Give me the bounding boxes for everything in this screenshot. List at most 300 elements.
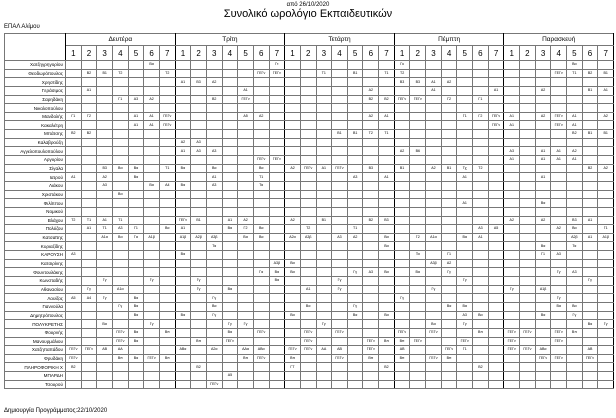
class-slot (66, 207, 82, 216)
class-slot: Γα (253, 268, 269, 277)
class-slot: ΓΕΓν (363, 346, 379, 355)
class-slot (112, 156, 128, 165)
class-slot (598, 346, 614, 355)
class-slot (81, 251, 97, 260)
class-slot (441, 199, 457, 208)
class-slot: Β3 (410, 78, 426, 87)
class-slot (567, 380, 583, 389)
class-slot (567, 337, 583, 346)
class-slot (379, 251, 395, 260)
class-slot (520, 251, 536, 260)
class-slot: Α3 (473, 225, 489, 234)
class-slot: ΓΕΓν (457, 337, 473, 346)
class-slot (300, 190, 316, 199)
class-slot (253, 190, 269, 199)
class-slot (520, 61, 536, 70)
teacher-row (5, 346, 614, 355)
class-slot (191, 173, 207, 182)
class-slot (394, 181, 410, 190)
class-slot: Α1 (488, 86, 504, 95)
class-slot (222, 86, 238, 95)
class-slot (394, 138, 410, 147)
teacher-row (5, 69, 614, 78)
class-slot (520, 285, 536, 294)
class-slot (347, 380, 363, 389)
class-slot (144, 207, 160, 216)
class-slot (379, 380, 395, 389)
class-slot (222, 112, 238, 121)
class-slot: Βα (206, 164, 222, 173)
class-slot: ΓΕΓν (426, 354, 442, 363)
class-slot (269, 311, 285, 320)
class-slot (238, 121, 254, 130)
class-slot: Βα (567, 61, 583, 70)
class-slot (285, 112, 301, 121)
teacher-row (5, 86, 614, 95)
class-slot: ΓΕΓν (159, 112, 175, 121)
class-slot (426, 199, 442, 208)
class-slot (347, 354, 363, 363)
class-slot (300, 121, 316, 130)
class-slot (159, 86, 175, 95)
class-slot: Γ1 (598, 225, 614, 234)
class-slot (535, 363, 551, 372)
teacher-name: Μπάτσης (5, 130, 66, 139)
class-slot (520, 147, 536, 156)
class-slot (582, 173, 598, 182)
class-slot (112, 372, 128, 381)
class-slot (253, 302, 269, 311)
period-header: 4 (112, 46, 128, 61)
class-slot: Βα (175, 311, 191, 320)
class-slot (426, 173, 442, 182)
class-slot (347, 138, 363, 147)
class-slot (175, 354, 191, 363)
class-slot (269, 233, 285, 242)
class-slot (394, 216, 410, 225)
class-slot (269, 354, 285, 363)
teacher-name: Αθανασίου (5, 285, 66, 294)
class-slot (441, 294, 457, 303)
class-slot (473, 216, 489, 225)
teacher-name: Πολύζου (5, 225, 66, 234)
class-slot: Α1 (582, 233, 598, 242)
class-slot (253, 95, 269, 104)
class-slot (457, 268, 473, 277)
period-header: 4 (222, 46, 238, 61)
class-slot: ΓΕΓν (488, 112, 504, 121)
teacher-row (5, 181, 614, 190)
class-slot (457, 156, 473, 165)
class-slot (582, 121, 598, 130)
class-slot (410, 242, 426, 251)
class-slot: Γγ (394, 294, 410, 303)
class-slot (66, 78, 82, 87)
class-slot: ΓΕΓν (582, 354, 598, 363)
class-slot (97, 147, 113, 156)
class-slot (347, 104, 363, 113)
class-slot (426, 302, 442, 311)
class-slot: ΓΕΓν (551, 354, 567, 363)
class-slot (285, 86, 301, 95)
class-slot: Βα (457, 233, 473, 242)
period-header: 5 (128, 46, 144, 61)
class-slot: Τ1 (379, 69, 395, 78)
class-slot (81, 372, 97, 381)
class-slot (144, 285, 160, 294)
class-slot (457, 363, 473, 372)
class-slot (535, 121, 551, 130)
class-slot: Βπ (285, 354, 301, 363)
class-slot (504, 380, 520, 389)
class-slot: Α2 (551, 225, 567, 234)
class-slot: Α3 (191, 147, 207, 156)
class-slot (379, 372, 395, 381)
class-slot (363, 363, 379, 372)
class-slot: Α1 (504, 112, 520, 121)
day-header: Τρίτη (175, 34, 285, 46)
class-slot: ΑΒ (332, 346, 348, 355)
class-slot (238, 277, 254, 286)
class-slot: Α1 (128, 121, 144, 130)
class-slot (457, 372, 473, 381)
generation-date: Δημιουργία Προγράμματος:22/10/2020 (4, 408, 108, 414)
class-slot (206, 337, 222, 346)
class-slot (582, 294, 598, 303)
class-slot (520, 86, 536, 95)
class-slot: Τ1 (97, 225, 113, 234)
period-header: 7 (488, 46, 504, 61)
class-slot (504, 164, 520, 173)
class-slot: Β1 (598, 69, 614, 78)
class-slot (159, 173, 175, 182)
class-slot (504, 78, 520, 87)
class-slot: ΓΕΓν (144, 354, 160, 363)
class-slot (520, 138, 536, 147)
class-slot (410, 346, 426, 355)
class-slot (504, 320, 520, 329)
class-slot (175, 302, 191, 311)
teacher-name: Χρηστίδης (5, 78, 66, 87)
class-slot (582, 181, 598, 190)
teacher-name: Θεοδωρόπουλος (5, 69, 66, 78)
class-slot (394, 86, 410, 95)
class-slot (128, 130, 144, 139)
class-slot (426, 346, 442, 355)
class-slot (520, 190, 536, 199)
class-slot (473, 181, 489, 190)
class-slot: ΑΑ (112, 346, 128, 355)
class-slot (175, 372, 191, 381)
class-slot (488, 233, 504, 242)
class-slot (535, 95, 551, 104)
class-slot (175, 328, 191, 337)
class-slot (112, 251, 128, 260)
class-slot (332, 121, 348, 130)
teacher-row (5, 164, 614, 173)
class-slot (191, 164, 207, 173)
teacher-name: Χριστάκου (5, 190, 66, 199)
class-slot (535, 294, 551, 303)
class-slot (410, 302, 426, 311)
class-slot (426, 104, 442, 113)
class-slot (191, 130, 207, 139)
class-slot: ΓΕΓν (253, 69, 269, 78)
class-slot: Α2 (206, 78, 222, 87)
class-slot: Α2 (535, 216, 551, 225)
class-slot: Β2 (206, 95, 222, 104)
class-slot (66, 61, 82, 70)
class-slot (191, 354, 207, 363)
class-slot (426, 242, 442, 251)
class-slot (175, 156, 191, 165)
class-slot (441, 225, 457, 234)
class-slot (394, 372, 410, 381)
class-slot (222, 78, 238, 87)
class-slot (144, 69, 160, 78)
class-slot (551, 372, 567, 381)
class-slot (582, 380, 598, 389)
class-slot: Β2 (363, 95, 379, 104)
class-slot: Α4 (81, 294, 97, 303)
class-slot (394, 242, 410, 251)
class-slot: Βα (582, 320, 598, 329)
class-slot (206, 199, 222, 208)
class-slot (112, 268, 128, 277)
class-slot (300, 104, 316, 113)
class-slot (504, 354, 520, 363)
class-slot: Βα (128, 337, 144, 346)
class-slot (347, 78, 363, 87)
class-slot: Β1 (316, 216, 332, 225)
class-slot (441, 372, 457, 381)
class-slot: Α3 (97, 181, 113, 190)
class-slot (112, 130, 128, 139)
class-slot (457, 294, 473, 303)
class-slot (441, 69, 457, 78)
class-slot (504, 199, 520, 208)
class-slot (457, 190, 473, 199)
class-slot (66, 69, 82, 78)
class-slot (504, 207, 520, 216)
class-slot: Γγ (112, 302, 128, 311)
class-slot: Α1 (535, 147, 551, 156)
class-slot: Τα (253, 181, 269, 190)
class-slot (238, 164, 254, 173)
class-slot (363, 190, 379, 199)
class-slot (598, 216, 614, 225)
class-slot (504, 372, 520, 381)
class-slot (347, 95, 363, 104)
class-slot: Α1 (426, 78, 442, 87)
class-slot (97, 302, 113, 311)
class-slot (253, 337, 269, 346)
class-slot (332, 112, 348, 121)
class-slot (567, 259, 583, 268)
class-slot (332, 86, 348, 95)
period-header: 6 (144, 46, 160, 61)
class-slot (191, 380, 207, 389)
class-slot: Τ2 (300, 225, 316, 234)
class-slot (394, 112, 410, 121)
class-slot: Βα (206, 302, 222, 311)
class-slot (128, 207, 144, 216)
class-slot (347, 199, 363, 208)
class-slot (300, 216, 316, 225)
class-slot (441, 181, 457, 190)
class-slot (457, 380, 473, 389)
class-slot: Α2β (567, 233, 583, 242)
class-slot (300, 294, 316, 303)
class-slot (582, 259, 598, 268)
class-slot (238, 363, 254, 372)
teacher-row (5, 268, 614, 277)
class-slot (347, 181, 363, 190)
class-slot (551, 130, 567, 139)
class-slot (191, 156, 207, 165)
class-slot (551, 95, 567, 104)
class-slot (441, 173, 457, 182)
class-slot (222, 207, 238, 216)
class-slot (347, 277, 363, 286)
class-slot (81, 380, 97, 389)
class-slot (347, 328, 363, 337)
class-slot (66, 147, 82, 156)
class-slot: Βα (159, 225, 175, 234)
class-slot (332, 78, 348, 87)
class-slot (81, 354, 97, 363)
class-slot (473, 302, 489, 311)
class-slot (520, 259, 536, 268)
class-slot (316, 147, 332, 156)
class-slot (238, 78, 254, 87)
class-slot: Α3 (567, 268, 583, 277)
class-slot (97, 112, 113, 121)
class-slot (473, 372, 489, 381)
class-slot (457, 216, 473, 225)
class-slot (81, 199, 97, 208)
class-slot: Βα (457, 302, 473, 311)
class-slot (97, 156, 113, 165)
class-slot (582, 225, 598, 234)
class-slot (426, 207, 442, 216)
class-slot (441, 61, 457, 70)
class-slot (159, 156, 175, 165)
class-slot: Γγ (206, 294, 222, 303)
class-slot (347, 112, 363, 121)
class-slot (222, 130, 238, 139)
class-slot (253, 311, 269, 320)
class-slot (159, 363, 175, 372)
class-slot (159, 216, 175, 225)
class-slot (66, 233, 82, 242)
class-slot (81, 164, 97, 173)
class-slot (159, 78, 175, 87)
class-slot (363, 225, 379, 234)
teacher-row (5, 311, 614, 320)
class-slot (520, 294, 536, 303)
class-slot (128, 69, 144, 78)
class-slot (504, 181, 520, 190)
class-slot (175, 112, 191, 121)
class-slot (457, 121, 473, 130)
class-slot (426, 251, 442, 260)
class-slot (441, 311, 457, 320)
class-slot: Γ1 (66, 112, 82, 121)
class-slot (567, 138, 583, 147)
class-slot (520, 112, 536, 121)
class-slot (269, 372, 285, 381)
class-slot (206, 354, 222, 363)
class-slot (112, 78, 128, 87)
class-slot (379, 199, 395, 208)
period-header: 3 (426, 46, 442, 61)
class-slot (144, 372, 160, 381)
class-slot (316, 251, 332, 260)
class-slot (457, 242, 473, 251)
class-slot (410, 328, 426, 337)
class-slot (316, 233, 332, 242)
class-slot: Τα (410, 251, 426, 260)
class-slot (488, 337, 504, 346)
class-slot (97, 121, 113, 130)
teacher-name: Φρυδάκη (5, 354, 66, 363)
class-slot: Τ1 (567, 69, 583, 78)
class-slot: Β1 (598, 130, 614, 139)
class-slot: Α3β (300, 233, 316, 242)
class-slot: ΓΕΓν (300, 337, 316, 346)
class-slot (66, 190, 82, 199)
class-slot (191, 294, 207, 303)
class-slot (488, 320, 504, 329)
class-slot: Α1 (81, 86, 97, 95)
class-slot (473, 337, 489, 346)
class-slot (410, 173, 426, 182)
class-slot (426, 372, 442, 381)
class-slot: Γγ (222, 320, 238, 329)
class-slot (97, 86, 113, 95)
class-slot (316, 268, 332, 277)
period-header: 3 (535, 46, 551, 61)
class-slot (206, 130, 222, 139)
teacher-row (5, 380, 614, 389)
class-slot (410, 380, 426, 389)
class-slot: Α2 (253, 112, 269, 121)
class-slot (394, 233, 410, 242)
class-slot (144, 380, 160, 389)
class-slot (66, 259, 82, 268)
class-slot: Α2α (206, 346, 222, 355)
class-slot (191, 61, 207, 70)
class-slot (394, 207, 410, 216)
period-header: 2 (410, 46, 426, 61)
class-slot (598, 121, 614, 130)
class-slot: Γγ (97, 294, 113, 303)
class-slot (285, 181, 301, 190)
class-slot (300, 242, 316, 251)
class-slot (426, 216, 442, 225)
class-slot: ΓΕΓν (535, 354, 551, 363)
class-slot (504, 311, 520, 320)
class-slot (488, 259, 504, 268)
class-slot (66, 302, 82, 311)
class-slot (394, 311, 410, 320)
class-slot: Βα (222, 285, 238, 294)
class-slot (222, 294, 238, 303)
class-slot (128, 86, 144, 95)
class-slot: Γ2 (473, 112, 489, 121)
teacher-row (5, 95, 614, 104)
